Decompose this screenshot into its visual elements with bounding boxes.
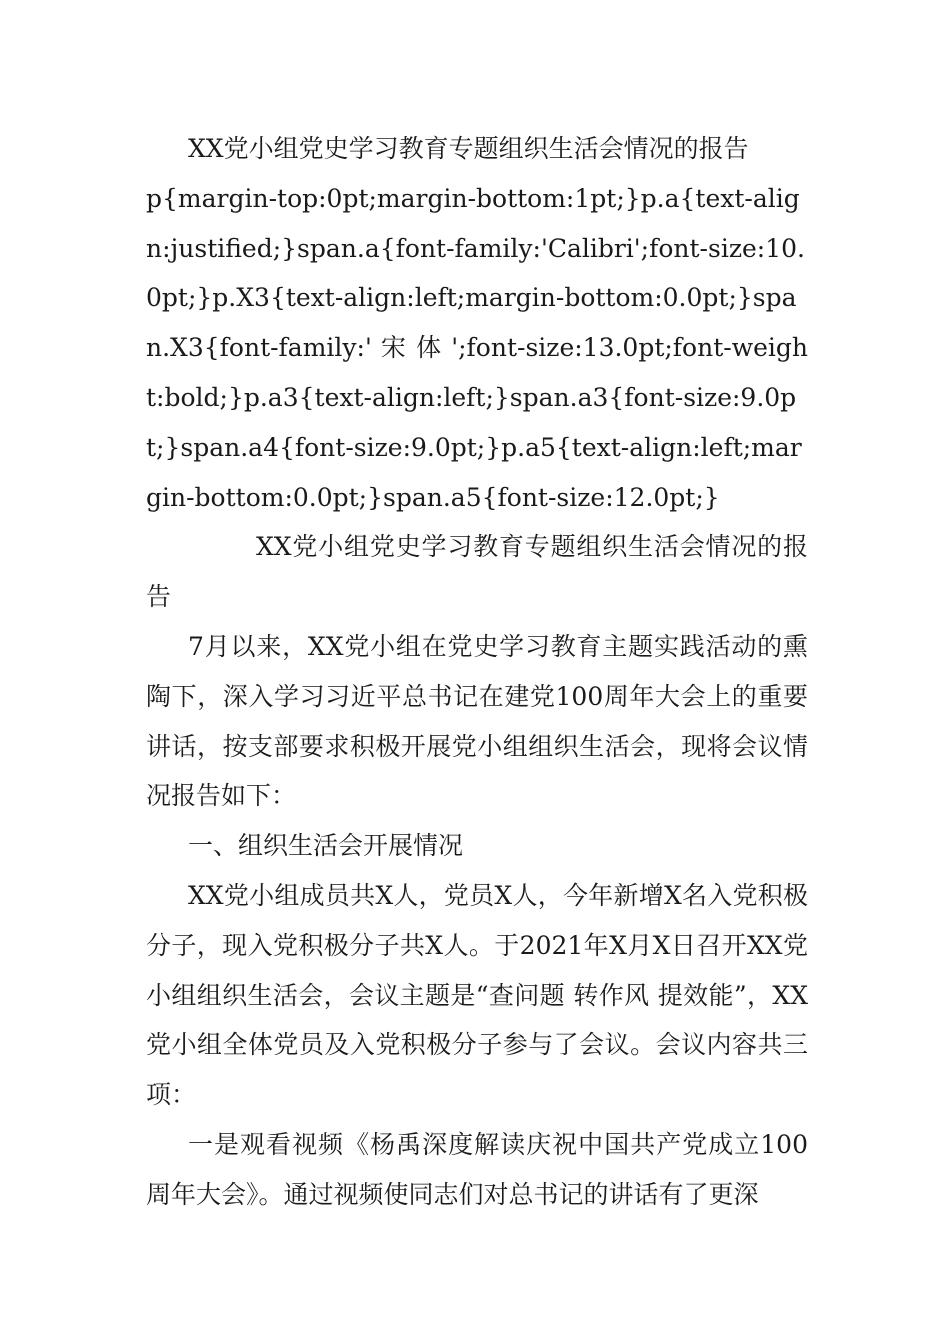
document-title: XX党小组党史学习教育专题组织生活会情况的报告 xyxy=(188,134,749,163)
css-code-text: p{margin-top:0pt;margin-bottom:1pt;}p.a{text-align:justified;}span.a{font-family:'Calibri';font-size:10.0pt;}p.X3{text-align:left;margin-bottom:0.0pt;}span.X3{font-family:' 宋 体 ';font-size:13.0pt;font-weight:bold;}p.a3{text-align:left;}span.a3{font-size:9.0pt;}span.a4{font-size:9.0pt;}p.a5{text-align:left;margin-bottom:0.0pt;}span.a5{font-size:12.0pt;} xyxy=(146,183,808,512)
paragraph-intro: 7月以来，XX党小组在党史学习教育主题实践活动的熏陶下，深入学习习近平总书记在建党100周年大会上的重要讲话，按支部要求积极开展党小组组织生活会，现将会议情况报告如下： xyxy=(146,631,808,811)
stray-css-text xyxy=(146,174,808,622)
paragraph-item-1: 一是观看视频《杨禹深度解读庆祝中国共产党成立100周年大会》。通过视频使同志们对总书记的讲话有了更深 xyxy=(146,1129,808,1209)
section-heading-1: 一、组织生活会开展情况 xyxy=(188,831,464,861)
paragraph-meeting-info: XX党小组成员共X人，党员X人，今年新增X名入党积极分子，现入党积极分子共X人。于2021年X月X日召开XX党小组组织生活会，会议主题是“查问题 转作风 提效能”，XX党小组全体党员及入党积极分子参与了会议。会议内容共三项： xyxy=(146,880,808,1110)
repeated-title: XX党小组党史学习教育专题组织生活会情况的报告 xyxy=(146,532,808,612)
document-body xyxy=(146,124,808,1220)
